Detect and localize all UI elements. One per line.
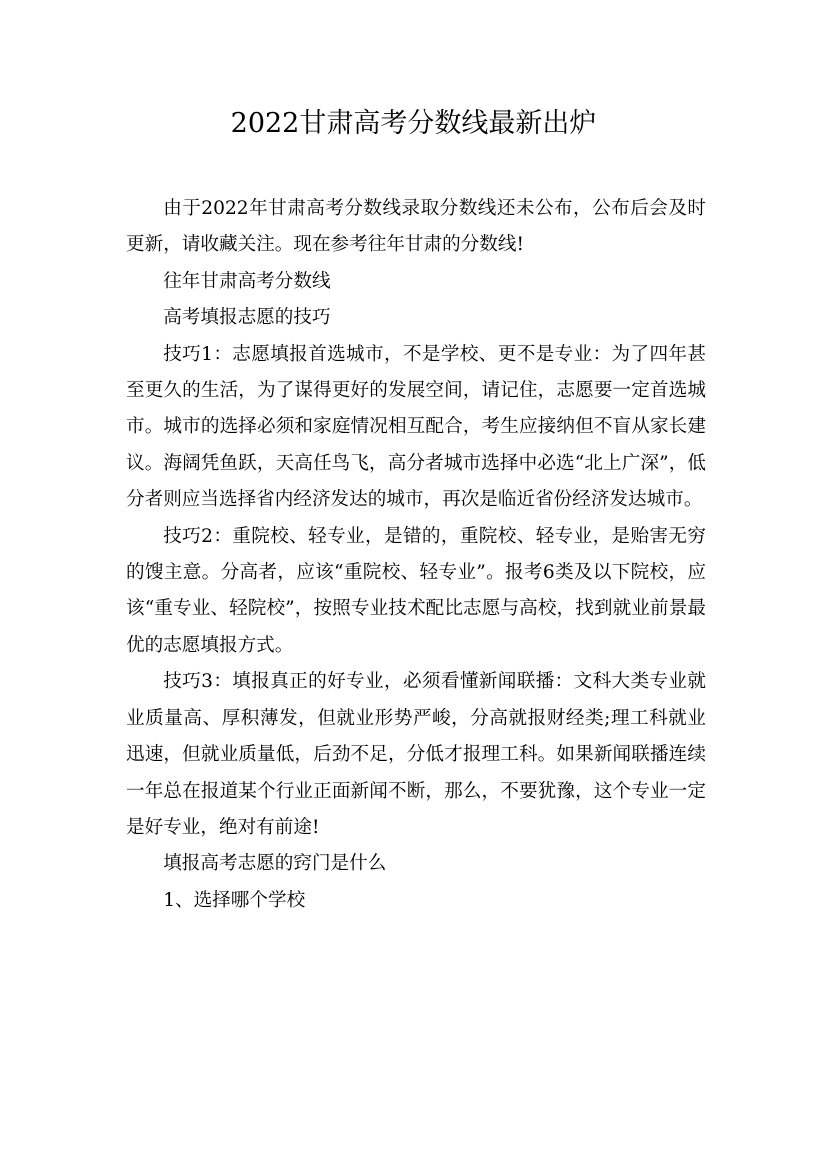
paragraph-past-scores-heading: 往年甘肃高考分数线 bbox=[163, 270, 331, 292]
paragraph-tip-3: 技巧3：填报真正的好专业，必须看懂新闻联播：文科大类专业就业质量高、厚积薄发，但就业形势严峻，分高就报财经类;理工科就业迅速，但就业质量低，后劲不足，分低才报理工科。如果新闻联播连续一年总在报道某个行业正面新闻不断，那么，不要犹豫，这个专业一定是好专业，绝对有前途! bbox=[126, 671, 706, 838]
paragraph-tricks-heading: 填报高考志愿的窍门是什么 bbox=[163, 853, 387, 875]
paragraph-tips-heading: 高考填报志愿的技巧 bbox=[163, 307, 331, 329]
paragraph-choose-school: 1、选择哪个学校 bbox=[163, 889, 306, 911]
document-body bbox=[126, 191, 706, 919]
paragraph-intro: 由于2022年甘肃高考分数线录取分数线还未公布，公布后会及时更新，请收藏关注。现在参考往年甘肃的分数线! bbox=[126, 198, 706, 256]
paragraph-tip-1: 技巧1：志愿填报首选城市，不是学校、更不是专业：为了四年甚至更久的生活，为了谋得更好的发展空间，请记住，志愿要一定首选城市。城市的选择必须和家庭情况相互配合，考生应接纳但不盲从家长建议。海阔凭鱼跃，天高任鸟飞，高分者城市选择中必选“北上广深”，低分者则应当选择省内经济发达的城市，再次是临近省份经济发达城市。 bbox=[126, 343, 706, 511]
document-title: 2022甘肃高考分数线最新出炉 bbox=[230, 108, 597, 139]
paragraph-tip-2: 技巧2：重院校、轻专业，是错的，重院校、轻专业，是贻害无穷的馊主意。分高者，应该“重院校、轻专业”。报考6类及以下院校，应该“重专业、轻院校”，按照专业技术配比志愿与高校，找到就业前景最优的志愿填报方式。 bbox=[126, 525, 706, 656]
